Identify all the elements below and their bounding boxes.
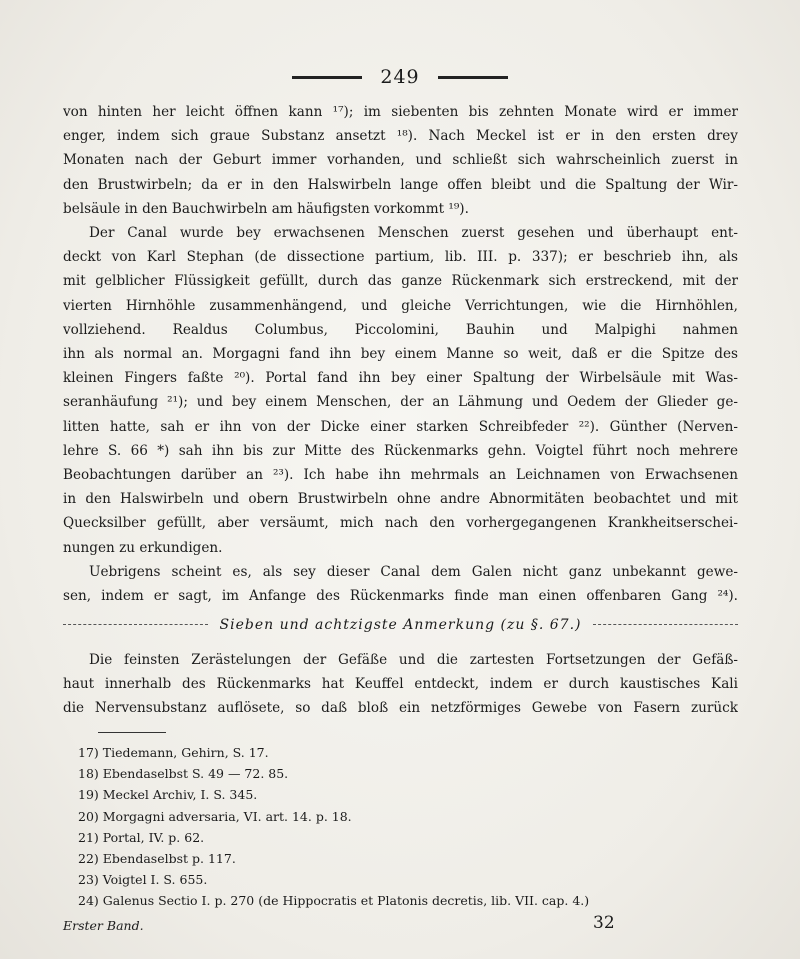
text-line: lehre S. 66 *) sah ihn bis zur Mitte des Rückenmarks gehn. Voigtel führt noch mehrere (63, 442, 738, 459)
note-heading-text: Sieben und achtzigste Anmerkung (zu §. 67.) (219, 617, 582, 633)
text-line: nungen zu erkundigen. (63, 539, 223, 556)
text-line: kleinen Fingers faßte ²⁰). Portal fand ihn bey einer Spaltung der Wirbelsäule mit Was- (63, 370, 738, 387)
footnote: 19) Meckel Archiv, I. S. 345. (78, 787, 258, 803)
text-line: Uebrigens scheint es, als sey dieser Canal dem Galen nicht ganz unbekannt gewe- (89, 563, 738, 580)
text-line: Die feinsten Zerästelungen der Gefäße und die zartesten Fortsetzungen der Gefäß- (89, 652, 738, 668)
text-line: die Nervensubstanz auflösete, so daß bloß ein netzförmiges Gewebe von Fasern zurück (63, 700, 738, 717)
text-line: vollziehend. Realdus Columbus, Piccolomini, Bauhin und Malpighi nahmen (63, 321, 738, 338)
heading-dash-right (593, 624, 738, 626)
text-line: vierten Hirnhöhle zusammenhängend, und gleiche Verrichtungen, wie die Hirnhöhlen, (63, 297, 738, 314)
text-line: Quecksilber gefüllt, aber versäumt, mich nach den vorhergegangenen Krankheitserschei- (63, 515, 738, 532)
sheet-number: 32 (593, 913, 615, 933)
text-line: Der Canal wurde bey erwachsenen Menschen zuerst gesehen und überhaupt ent- (89, 225, 738, 242)
text-line: deckt von Karl Stephan (de dissectione partium, lib. III. p. 337); er beschrieb ihn, als (63, 249, 738, 266)
page-header (0, 62, 800, 92)
note-text (63, 648, 738, 721)
footnote: 24) Galenus Sectio I. p. 270 (de Hippocratis et Platonis decretis, lib. VII. cap. 4.) (78, 893, 590, 909)
text-line: Monaten nach der Geburt immer vorhanden, und schließt sich wahrscheinlich zuerst in (63, 152, 738, 169)
text-line: ihn als normal an. Morgagni fand ihn bey einem Manne so weit, daß er die Spitze des (63, 346, 738, 363)
text-line: sen, indem er sagt, im Anfange des Rückenmarks finde man einen offenbaren Gang ²⁴). (63, 588, 738, 605)
heading-dash-left (63, 624, 208, 626)
text-line: haut innerhalb des Rückenmarks hat Keuffel entdeckt, indem er durch kaustisches Kali (63, 676, 738, 693)
footnote: 23) Voigtel I. S. 655. (78, 872, 208, 888)
header-rule-right (438, 76, 508, 79)
text-line: litten hatte, sah er ihn von der Dicke einer starken Schreibfeder ²²). Günther (Nerven- (63, 418, 738, 435)
page-number: 249 (380, 66, 420, 88)
header-rule-left (292, 76, 362, 79)
signature-mark: Erster Band. (63, 918, 144, 933)
footnote: 22) Ebendaselbst p. 117. (78, 851, 236, 867)
text-line: enger, indem sich graue Substanz ansetzt ¹⁸). Nach Meckel ist er in den ersten drey (63, 128, 738, 145)
note-heading (63, 617, 738, 633)
footnote: 20) Morgagni adversaria, VI. art. 14. p. 18. (78, 808, 352, 824)
footnote: 18) Ebendaselbst S. 49 — 72. 85. (78, 766, 289, 782)
text-line: von hinten her leicht öffnen kann ¹⁷); im siebenten bis zehnten Monate wird er immer (63, 104, 738, 120)
footnote: 17) Tiedemann, Gehirn, S. 17. (78, 745, 269, 760)
main-text (63, 100, 738, 608)
footnote-divider (98, 732, 166, 733)
text-line: in den Halswirbeln und obern Brustwirbeln ohne andre Abnormitäten beobachtet und mit (63, 491, 738, 508)
footnotes (78, 742, 718, 912)
text-line: seranhäufung ²¹); und bey einem Menschen, der an Lähmung und Oedem der Glieder ge- (63, 394, 738, 411)
text-line: belsäule in den Bauchwirbeln am häufigsten vorkommt ¹⁹). (63, 200, 469, 217)
text-line: den Brustwirbeln; da er in den Halswirbeln lange offen bleibt und die Spaltung der Wir- (63, 176, 738, 193)
text-line: mit gelblicher Flüssigkeit gefüllt, durch das ganze Rückenmark sich erstreckend, mit der (63, 273, 738, 290)
footnote: 21) Portal, IV. p. 62. (78, 829, 205, 845)
text-line: Beobachtungen darüber an ²³). Ich habe ihn mehrmals an Leichnamen von Erwachsenen (63, 467, 738, 484)
